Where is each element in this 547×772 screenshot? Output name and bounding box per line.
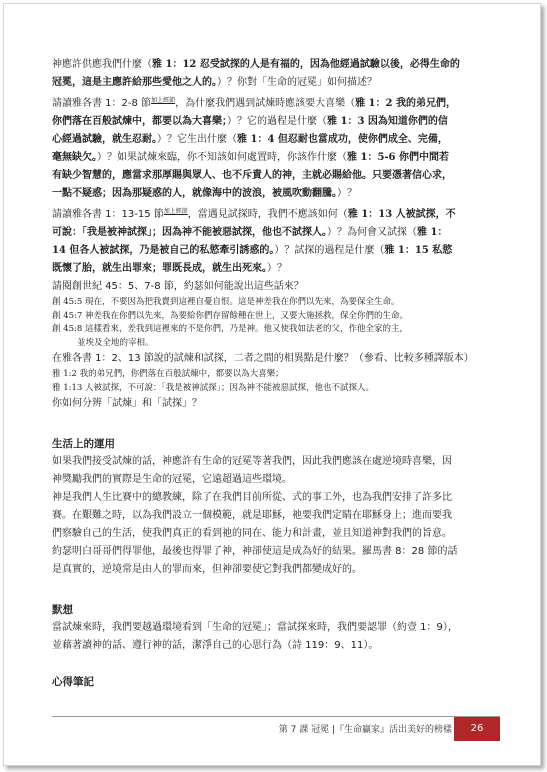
- scripture-quote: 雅 1：: [417, 227, 448, 238]
- question-trials-line-5: [52, 167, 504, 185]
- scripture-reference: 雅 1:13 人被試探，不可說：「我是被神試探」；因為神不能被惡試探，他也不試探人。: [52, 382, 374, 393]
- question-trials-line-6: [52, 185, 504, 203]
- question-compare: 在雅各書 1：2、13 節說的試煉和試探，二者之間的相異點是什麼？（參看、比較多種譯版本）: [52, 353, 474, 364]
- question-trials-line-3: [52, 131, 504, 149]
- scripture-reference: 創 45:5 現在，不要因為把我賣到這裡自憂自恨。這是神差我在你們以先來，為要保全生命。: [52, 297, 400, 307]
- question-text: ）？你對「生命的冠冕」如何描述？: [217, 77, 377, 88]
- add-verse-link[interactable]: 加上經節: [151, 97, 176, 104]
- question-text: 神應許供應我們什麼（: [52, 59, 152, 70]
- question-text: 請讀雅各書 1：13-15 節: [52, 209, 164, 220]
- question-text: ，為什麼我們遇到試煉時應該要大喜樂（: [175, 98, 356, 109]
- scripture-reference: 並埃及全地的宰相。: [77, 337, 154, 348]
- scripture-quote: 雅 1：5-6 你們中間若: [347, 152, 449, 163]
- question-crown-line-1: [52, 56, 504, 74]
- spacer: [52, 655, 504, 673]
- spacer: [52, 413, 504, 435]
- scripture-quote: 雅 1：3 因為知道你們的信: [327, 116, 448, 127]
- question-trials-line-2: [52, 113, 504, 131]
- question-temptation-line-2: [52, 224, 504, 242]
- paragraph-line: 約瑟明白哥哥們得罪他，最後也得罪了神，神卻使這是成為好的結果。羅馬書 8：28 節的話: [52, 546, 458, 557]
- question-text: ）？如果試煉來臨，你不知該如何處置時，你該作什麼（: [97, 152, 347, 163]
- scripture-quote: 雅 1：12 忍受試探的人是有福的，因為他經過試驗以後，必得生命的: [152, 59, 460, 70]
- scripture-quote: 你們落在百般試煉中，都要以為大喜樂；: [52, 116, 227, 127]
- paragraph-line: 當試煉來時，我們要越過環境看到「生命的冠冕」；當試探來時，我們要認罪（約壹 1：9），: [52, 622, 458, 633]
- question-text: ）？: [337, 188, 357, 199]
- paragraph-line: 們察驗自己的生活，使我們真正的看到祂的同在、能力和計畫，並且知道神對我們的旨意。: [52, 528, 452, 539]
- paragraph-line: 神是我們人生比賽中的總教練，除了在我們目前所從、式的事工外，也為我們安排了許多比: [52, 492, 452, 503]
- scripture-quote: 雅 1：13 人被試探，不: [347, 209, 456, 220]
- question-trials-line-1: [52, 92, 504, 113]
- question-crown-line-2: [52, 74, 504, 92]
- scripture-quote: 既懷了胎，就生出罪來；罪既長成，就生出死來。: [52, 263, 267, 274]
- question-text: ）？: [267, 263, 287, 274]
- question-text: ）？它的過程是什麼（: [227, 116, 327, 127]
- question-text: ）？為何會又試探（: [327, 227, 417, 238]
- question-trials-line-4: [52, 149, 504, 167]
- scripture-quote: 心經過試驗，就生忍耐。: [52, 134, 157, 145]
- question-text: ）？試探的過程是什麼（: [274, 245, 385, 256]
- section-heading-notes: 心得筆記: [52, 676, 94, 688]
- scripture-quote: 雅 1：4 但忍耐也當成功，使你們成全、完備，: [237, 134, 448, 145]
- question-temptation-line-1: [52, 203, 504, 224]
- question-temptation-line-3: [52, 242, 504, 260]
- scripture-quote: 雅 1：15 私慾: [384, 245, 453, 256]
- spacer: [52, 579, 504, 601]
- paragraph-line: 神獎勵我們的實際是生命的冠冕，它遠超過這些環境。: [52, 474, 292, 485]
- scripture-quote: 14 但各人被試探，乃是被自己的私慾牽引誘惑的。: [52, 245, 275, 256]
- page-number: 26: [454, 717, 500, 741]
- paragraph-line: 是真實的，逆境常是由人的罪而來，但神卻要使它對我們都變成好的。: [52, 564, 362, 575]
- paragraph-line: 並藉著讀神的話、遵行神的話，潔淨自己的心思行為（詩 119：9、11）。: [52, 640, 379, 651]
- page-footer: [52, 716, 500, 741]
- scripture-quote: 可說：「我是被神試探」；因為神不能被惡試探，他也不試探人。: [52, 227, 327, 238]
- add-verse-link[interactable]: 加上經節: [163, 208, 188, 215]
- question-text: ，當遇見試探時，我們不應該如何（: [187, 209, 348, 220]
- scripture-quote: 毫無缺欠。: [52, 152, 97, 163]
- scripture-quote: 冠冕，這是主應許給那些愛他之人的。: [52, 77, 217, 88]
- question-temptation-line-4: [52, 260, 504, 278]
- scripture-quote: 雅 1：2 我的弟兄們，: [355, 98, 456, 109]
- question-distinguish: 你如何分辨「試煉」和「試探」？: [52, 398, 202, 409]
- paragraph-line: 如果我們接受試煉的話，神應許有生命的冠冕等著我們，因此我們應該在處逆境時喜樂，因: [52, 456, 452, 467]
- scripture-reference: 創 45:7 神差我在你們以先來，為要給你們存留餘種在世上，又要大施拯救，保全你們的生命。: [52, 310, 408, 321]
- question-text: 請讀雅各書 1：2-8 節: [52, 98, 152, 109]
- footer-lesson-title: 第 7 課 冠冕 |『生命贏家』活出美好的榜樣: [278, 725, 452, 735]
- scripture-reference: 創 45:8 這樣看來，差我到這裡來的不是你們，乃是神。他又使我如法老的父，作他全家的主，: [52, 324, 408, 334]
- scripture-quote: 有缺少智慧的，應當求那厚賜與眾人、也不斥責人的神，主就必賜給他。只要憑著信心求，: [52, 170, 452, 181]
- section-heading-life: 生活上的運用: [52, 438, 115, 450]
- scripture-reference: 雅 1:2 我的弟兄們，你們落在百般試煉中，都要以為大喜樂；: [52, 369, 284, 379]
- page-content: [52, 56, 504, 691]
- paragraph-line: 賽。在艱難之時，以為我們設立一個模範，就是耶穌，祂要我們定睛在耶穌身上；進而要我: [52, 510, 452, 521]
- question-joseph: 請閱創世紀 45：5、7-8 節，約瑟如何能說出這些話來？: [52, 281, 304, 292]
- scripture-quote: 一點不疑惑；因為那疑惑的人，就像海中的波浪，被風吹動翻騰。: [52, 188, 337, 199]
- document-page: [3, 3, 541, 766]
- question-text: ）？它生出什麼（: [157, 134, 237, 145]
- section-heading-meditate: 默想: [52, 604, 73, 616]
